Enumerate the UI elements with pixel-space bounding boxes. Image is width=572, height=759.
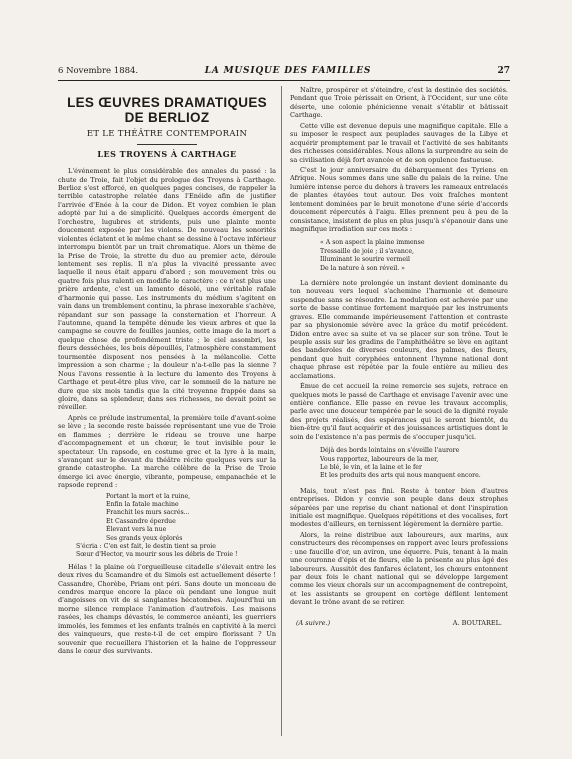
verse-line: Le blé, le vin, et la laine et le fer [320, 463, 422, 471]
signature-line [290, 619, 508, 627]
paragraph: Alors, la reine distribue aux laboureurs, aux marins, aux constructeurs des récompenses en rapport avec leurs professions : une faucille d'or, un aviron, une équerre. Puis, tenant à la main une couronne d'épis et de fleurs, elle la présente au plus âgé des laboureurs. Aussitôt des fanfares éclatent, les chœurs entonnent par deux fois le chant national qui se développe largement comme les vieux chorals sur un accompagnement de contrepoint, et les assistants se groupent en cortège défilent lentement devant le trône avant de se retirer. [290, 530, 508, 607]
header-date: 6 Novembre 1884. [58, 66, 139, 76]
left-column [58, 86, 276, 657]
page-header [58, 66, 510, 80]
verse-line: Sœur d'Hector, va mourir sous les débris de Troie ! [76, 551, 238, 559]
verse-line: Vous rapportez, laboureurs de la mer, [320, 455, 439, 463]
verse-block [76, 492, 276, 560]
right-column [290, 86, 508, 627]
verse-line: Franchit les murs sacrés... [106, 509, 190, 517]
paragraph: Naître, prospérer et s'éteindre, c'est la destinée des sociétés. Pendant que Troie périssait en Orient, à l'Occident, sur une côte déserte, une colonie phénicienne venait s'établir et bâtissait Carthage. [290, 86, 508, 120]
verse-block [320, 239, 508, 272]
paragraph: La dernière note prolongée un instant devient dominante du ton nouveau vers lequel s'achemine l'harmonie et demeure suspendue sans se résoudre. La modulation est achevée par une sorte de basse continue fortement marquée par les instruments graves. Elle commande impérieusement l'attention et contraste par sa physionomie sévère avec la grâce du motif précédent. Didon entre avec sa suite et va se placer sur son trône. Tout le peuple assis sur les gradins de l'amphithéâtre se lève en agitant des banderoles de diverses couleurs, des palmes, des fleurs, pendant que huit coryphées entonnent l'hymne national dont chaque phrase est répétée par la foule entière au milieu des acclamations. [290, 278, 508, 380]
header-rule [58, 80, 510, 81]
continued-note: (A suivre.) [296, 618, 331, 627]
header-journal-name: LA MUSIQUE DES FAMILLES [204, 66, 372, 76]
article-subtitle: ET LE THÉÂTRE CONTEMPORAIN [86, 128, 248, 139]
header-page-number: 27 [497, 66, 510, 76]
verse-line: Et Cassandre éperdue [106, 517, 176, 525]
verse-line: Et les produits des arts qui nous manquent encore. [320, 472, 481, 480]
paragraph: L'événement le plus considérable des annales du passé : la chute de Troie, fait l'objet du prologue des Troyens à Carthage. Berlioz s'est efforcé, en quelques pages concises, de rappeler la terrible catastrophe relatée dans l'Enéide afin de justifier l'arrivée d'Enée à la cour de Didon. Et voyez combien le plan adopté par lui a de simplicité. Quelques accords émergent de l'orchestre, lugubres et stridents, puis une plainte monte doucement exposée par les violons. De nouveau les sonorités violentes éclatent et le même chant se dessine à l'octave inférieur interrompu bientôt par un trait chromatique. Alors un thème de la Prise de Troie, la strette du duo au premier acte, déroule lentement ses replis. Il n'a plus la vivacité pressante avec laquelle il nous était apparu d'abord ; son mouvement très ou quatre fois plus ralenti en modifie le caractère : ce n'est plus une prière ardente, c'est un lamento désolé, une véritable rafale d'harmonie qui passe. Les instruments du médium s'agitent en vain dans un tremblement continu, la phrase inexorable s'achève, répandant sur son passage la consternation et l'horreur. A l'automne, quand la tempête dénude les vieux arbres et que la campagne se couvre de feuilles jaunies, cette image de la mort a quelque chose de profondément triste ; le ciel assombri, les fleurs desséchées, les bois dépouillés, l'atmosphère constamment tourmentée disposent nos pensées à la mélancolie. Cette impression a son charme ; la douleur n'a-t-elle pas la sienne ? Nous l'avons ressentie à la lecture du lamento des Troyens à Carthage et peut-être plus vive, car le sommeil de la nature ne dure que six mois tandis que la cité troyenne frappée dans sa gloire, dans sa splendeur, dans ses richesses, ne devait point se réveiller. [58, 167, 276, 412]
column-divider [281, 86, 282, 736]
verse-line: Tressaille de joie ; il s'avance, [320, 247, 414, 255]
author-signature: A. BOUTAREL. [452, 618, 502, 627]
paragraph: Cette ville est devenue depuis une magnifique capitale. Elle a su imposer le respect aux peuplades sauvages de la Libye et acquérir promptement par le travail et l'activité de ses habitants des richesses considérables. Nous allons la surprendre au sein de sa civilisation déjà fort avancée et de son opulence fastueuse. [290, 121, 508, 164]
verse-line: Déjà des bords lointains on s'éveille l'aurore [320, 447, 460, 455]
verse-line: S'écria : C'en est fait, le destin tient sa proie [76, 542, 216, 550]
verse-line: Portant la mort et la ruine, [106, 492, 191, 500]
paragraph: Mais, tout n'est pas fini. Reste à tenter bien d'autres entreprises. Didon y convie son peuple dans deux strophes séparées par une reprise du chant national et dont l'inspiration initiale est magnifique. Quelques répétitions et des vocalises, fort modestes d'ailleurs, en ternissent légèrement la dernière partie. [290, 486, 508, 529]
paragraph: Émue de cet accueil la reine remercie ses sujets, retrace en quelques mots le passé de Carthage et envisage l'avenir avec une entière confiance. Elle passe en revue les travaux accomplis, parle avec une douceur tempérée par le souci de la dignité royale des projets réalisés, des espérances qui le seront bientôt, du bien-être qu'il faut acquérir et des jouissances artistiques dont le soin de l'existence n'a pas permis de s'occuper jusqu'ici. [290, 382, 508, 441]
paragraph: Hélas ! la plaine où l'orgueilleuse citadelle s'élevait entre les deux rives du Scamandre et du Simoïs est actuellement déserte ! Cassandre, Chorèbe, Priam ont péri. Sans doute un monceau de cendres marque encore la place où pendant une longue nuit d'angoisses on vit de si sanglantes hécatombes. Aujourd'hui un morne silence remplace l'animation d'autrefois. Les maisons rasées, les champs dévastés, le commerce anéanti, les guerriers immolés, les femmes et les enfants traînés en captivité à la merci des vainqueurs, que reste-t-il de cet empire florissant ? Un souvenir que recueillera l'historien et la haine de l'oppresseur dans le cœur des survivants. [58, 562, 276, 655]
verse-line: De la nature à son réveil. » [320, 264, 405, 272]
section-heading: LES TROYENS À CARTHAGE [97, 148, 237, 159]
verse-line: Enfin la fatale machine [106, 501, 179, 509]
title-divider [137, 144, 197, 145]
verse-line: Illuminant le sourire vermeil [320, 256, 410, 264]
paragraph: C'est le jour anniversaire du débarquement des Tyriens en Afrique. Nous sommes dans une salle du palais de la reine. Une lumière intense perce du dehors à travers les rameaux entrelacés de plantes étayées tout autour. Des voix fraîches montent lentement dominées par le bruit monotone d'une série d'accords doucement répercutés à l'aigu. Elles prennent peu à peu de la consistance, insistent de plus en plus jusqu'à s'épanouir dans une magnifique irradiation sur ces mots : [290, 165, 508, 233]
article-title: LES ŒUVRES DRAMATIQUES DE BERLIOZ [67, 95, 267, 125]
verse-line: Élevant vers la nue [106, 526, 167, 534]
paragraph: Après ce prélude instrumental, la première toile d'avant-scène se lève ; la seconde reste baissée représentant une vue de Troie en flammes ; derrière le rideau se trouve une harpe d'accompagnement et un chœur, le tout invisible pour le spectateur. Un rapsode, en costume grec et la lyre à la main, s'avançant sur le devant du théâtre récite quelques vers sur la grande catastrophe. La marche célèbre de la Prise de Troie émerge ici avec énergie, vibrante, pompeuse, empanachée et le rapsode reprend : [58, 413, 276, 490]
verse-line: Ses grands yeux éplorés [106, 534, 183, 542]
verse-line: « A son aspect la plaine immense [320, 239, 425, 247]
verse-block [320, 447, 508, 480]
